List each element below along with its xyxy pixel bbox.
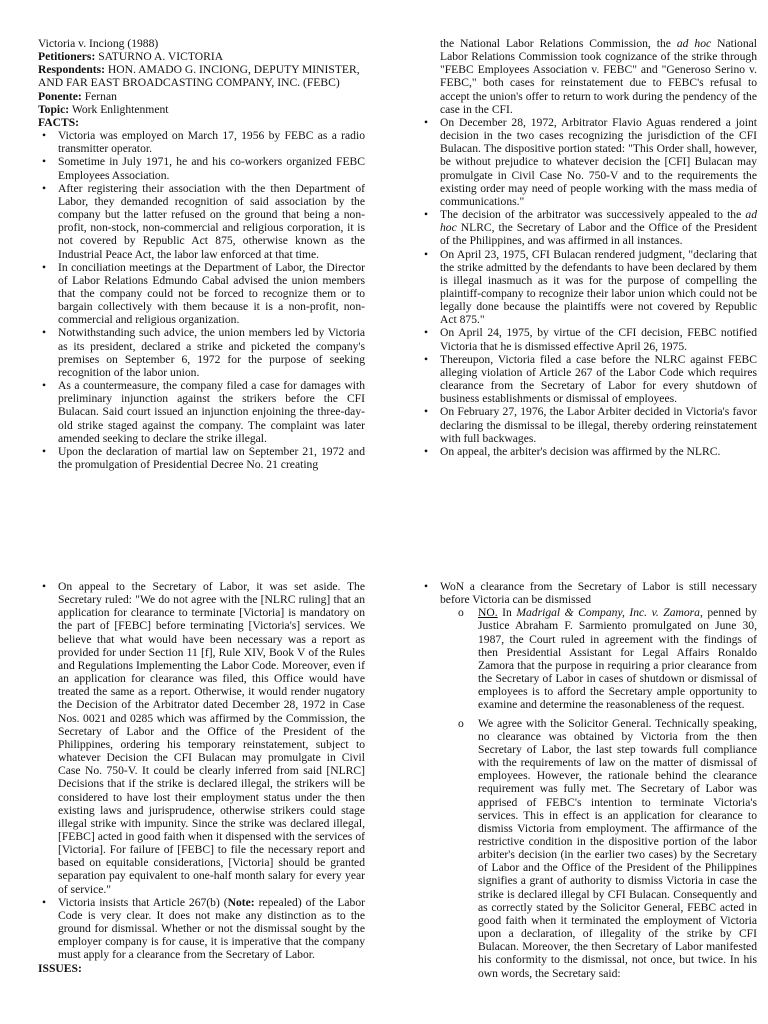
respondents-value: HON. AMADO G. INCIONG, DEPUTY MINISTER, AND FAR EAST BROADCASTING COMPANY, INC. (FEBC) [38,63,360,90]
facts-heading: FACTS: [38,115,80,129]
art267-text-1: Victoria insists that Article 267(b) ( [58,895,228,909]
fact-item: • On appeal to the Secretary of Labor, it was set aside. The Secretary ruled: "We do not agree with the [NLRC ruling] that an application for clearance to terminate [Victoria] is mandatory on the part of [FEBC] before terminating [Victoria's] services. We believe that what would have been necessary was a report as provided for under Section 11 [f], Rule XIV, Book V of the Rules and Regulations Implementing the Labor Code. Moreover, even if an application for clearance was filed, this Office would have treated the same as a report. Otherwise, it would render nugatory the Decision of the Arbitrator dated December 28, 1972 in Case Nos. 0021 and 0285 which was affirmed by the Commission, the Secretary of Labor and the Office of the President of the Philippines, ordering his temporary reinstatement, subject to whatever Decision the CFI Bulacan may promulgate in Civil Case No. 750-V. It could be clearly inferred from said [NLRC] Decisions that if the strike is declared illegal, the strikers will be considered to have lost their employment status under the then existing laws and jurisprudence, otherwise strikers could stage illegal strike with impunity. Since the strike was declared illegal, [FEBC] acted in good faith when it dispensed with the services of [Victoria]. For failure of [FEBC] to file the necessary report and based on equitable considerations, [Victoria] should be granted separation pay equivalent to one-half month salary for every year of service." [38,580,365,896]
petitioners-value: SATURNO A. VICTORIA [98,50,224,64]
fact-item: • Victoria was employed on March 17, 1956 by FEBC as a radio transmitter operator. [38,129,365,155]
page-one [0,37,768,507]
ponente-line [38,90,365,103]
page-two-left-column [38,580,365,1024]
continuation-paragraph [420,37,757,116]
appeal-text-1: The decision of the arbitrator was successively appealed to the [440,208,746,222]
ponente-label: Ponente: [38,89,82,103]
page-one-right-column [420,37,757,499]
fact-item: • Upon the declaration of martial law on September 21, 1972 and the promulgation of Presidential Decree No. 21 creating [38,445,365,471]
ruling-item: o We agree with the Solicitor General. Technically speaking, no clearance was obtained by Victoria from the then Secretary of Labor, the last step towards full compliance with the requirements of law on the matter of dismissal of employees. However, the rationale behind the clearance requirement was fully met. The Secretary of Labor was apprised of FEBC's intention to terminate Victoria's services. This in effect is an application for clearance to dismiss Victoria from employment. The affirmance of the restrictive condition in the dispositive portion of the labor arbiter's decision (in the earlier two cases) by the Secretary of Labor and the Office of the President of the Philippines signifies a grant of authority to dismiss Victoria in case the strike is declared illegal by CFI Bulacan. Consequently and as correctly stated by the Solicitor General, FEBC acted in good faith when it terminated the employment of Victoria upon a declaration, of illegality of the strike by CFI Bulacan. Moreover, the then Secretary of Labor manifested his conformity to the dismissal, not once, but twice. In his own words, the Secretary said: [440,717,757,980]
fact-item [38,896,365,962]
continuation-text-2: National Labor Relations Commission took cognizance of the strike through "FEBC Employees Association v. FEBC" and "Generoso Serino v. FEBC," both cases for reinstatement due to FEBC's refusal to accept the union's offer to return to work during the pendency of the case in the CFI. [440,37,757,116]
respondents-line [38,63,365,89]
petitioners-label: Petitioners: [38,50,96,64]
issue-question: WoN a clearance from the Secretary of Labor is still necessary before Victoria can be dismissed [440,580,757,607]
fact-item: • On April 23, 1975, CFI Bulacan rendered judgment, "declaring that the strike admitted by the defendants to have been declared by them is illegal inasmuch as it was for the purpose of compelling the plaintiff-company to recognize their labor union which could not be legally done because the plaintiffs were not covered by Republic Act 875." [420,248,757,327]
fact-item: • On February 27, 1976, the Labor Arbiter decided in Victoria's favor declaring the dismissal to be illegal, thereby ordering reinstatement with full backwages. [420,405,757,444]
ruling-item [440,606,757,711]
ad-hoc-term: ad hoc [676,37,712,50]
issues-heading: ISSUES: [38,961,82,975]
fact-item: • As a countermeasure, the company filed a case for damages with preliminary injunction against the strikers before the CFI Bulacan. Said court issued an injunction enjoining the three-day-old strike staged against the company. The complaint was later amended seeking to declare the strike illegal. [38,379,365,445]
case-citation: Madrigal & Company, Inc. v. Zamora [516,606,700,620]
continuation-text-1: the National Labor Relations Commission, the [440,37,677,50]
page-two-right-column [420,580,757,1024]
fact-item: • On December 28, 1972, Arbitrator Flavio Aguas rendered a joint decision in the two cases recognizing the jurisdiction of the CFI Bulacan. The dispositive portion stated: "This Order shall, however, be without prejudice to whatever decision the [CFI] Bulacan may promulgate in Civil Case No. 750-V and to the requirements the existing order may need of people working with the mass media of communications." [420,116,757,208]
topic-line [38,103,365,116]
fact-item: • Thereupon, Victoria filed a case before the NLRC against FEBC alleging violation of Article 267 of the Labor Code which requires clearance from the Secretary of Labor for every shutdown of business establishments or dismissal of employees. [420,353,757,406]
respondents-label: Respondents: [38,63,105,77]
facts-list-continued [38,580,365,962]
page-one-left-column [38,37,365,499]
topic-label: Topic: [38,102,70,116]
ruling-in: In [497,606,517,620]
issues-list [420,580,757,980]
fact-item: • Sometime in July 1971, he and his co-workers organized FEBC Employees Association. [38,155,365,181]
art267-text-2: repealed) of the Labor Code is very clear. It does not make any distinction as to the ground for dismissal. Whether or not the dismissal sought by the employer company is for cause, it is imperative that the company must apply for a clearance from the Secretary of Labor. [58,895,365,962]
fact-item: • After registering their association with the then Department of Labor, they demanded recognition of said association by the company but the latter refused on the ground that being a non-profit, non-stock, non-commercial and religious corporation, it is not covered by Republic Act 875, otherwise known as the Industrial Peace Act, the labor law enforced at that time. [38,182,365,261]
topic-value: Work Enlightenment [71,102,169,116]
facts-list-right [420,116,757,458]
ruling-text: , penned by Justice Abraham F. Sarmiento promulgated on June 30, 1987, the Court ruled in agreement with the findings of then Presidential Assistant for Legal Affairs Ronaldo Zamora that the purpose in requiring a prior clearance from the Secretary of Labor in cases of shutdown or dismissal of employees is to afford the Secretary ample opportunity to examine and determine the reasonableness of the request. [478,606,757,712]
case-title: Victoria v. Inciong (1988) [38,37,159,50]
page-two [0,580,768,1024]
fact-item [420,208,757,247]
note-label: Note: [227,895,255,909]
ad-hoc-term: ad hoc [440,208,757,235]
fact-item: • On April 24, 1975, by virtue of the CFI decision, FEBC notified Victoria that he is dismissed effective April 26, 1975. [420,326,757,352]
fact-item: • On appeal, the arbiter's decision was affirmed by the NLRC. [420,445,757,458]
appeal-text-2: NLRC, the Secretary of Labor and the Office of the President of the Philippines, and was affirmed in all instances. [440,221,757,248]
ponente-value: Fernan [84,89,117,103]
petitioners-line [38,50,365,63]
ruling-answer: NO. [478,606,498,620]
facts-list-left [38,129,365,471]
ruling-list [440,606,757,979]
fact-item: • In conciliation meetings at the Department of Labor, the Director of Labor Relations Edmundo Cabal advised the union members that the company could not be forced to recognize them or to bargain collectively with them because it is a non-profit, non-commercial and religious organization. [38,261,365,327]
issue-item [420,580,757,980]
fact-item: • Notwithstanding such advice, the union members led by Victoria as its president, declared a strike and picketed the company's premises on September 6, 1972 for the purpose of seeking recognition of the labor union. [38,326,365,379]
